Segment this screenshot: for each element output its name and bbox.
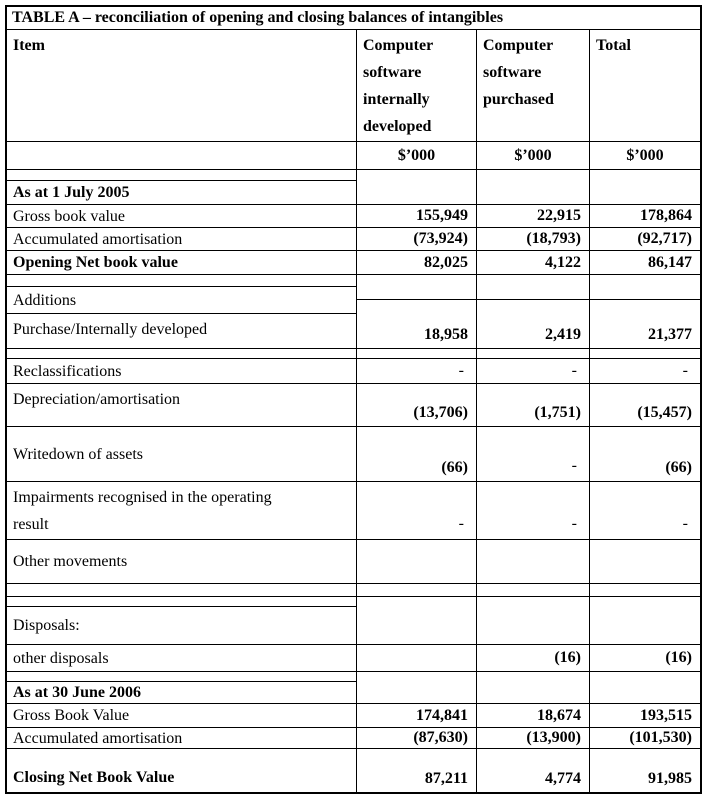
value-writedown-purchased: - [477, 427, 589, 482]
value-other-disposals-total: (16) [590, 645, 700, 672]
header-item: Item [7, 30, 356, 142]
spacer-cell [357, 170, 476, 205]
column-item [7, 30, 357, 792]
spacer-cell [590, 540, 700, 584]
value-impairments-purchased: - [477, 482, 589, 540]
value-closing-nbv-total: 91,985 [648, 770, 692, 787]
spacer-cell [477, 540, 589, 584]
value-gross-2005-purchased: 22,915 [477, 205, 589, 228]
value-opening-nbv-internal: 82,025 [357, 251, 476, 275]
spacer-cell [7, 142, 356, 170]
spacer-cell [477, 597, 589, 645]
value-closing-nbv-purchased: 4,774 [545, 770, 581, 787]
label-reclassifications: Reclassifications [7, 359, 356, 384]
spacer-cell [590, 672, 700, 704]
label-disposals: Disposals: [7, 607, 356, 645]
spacer-cell [7, 597, 356, 607]
value-gross-2005-internal: 155,949 [357, 205, 476, 228]
label-other-movements: Other movements [7, 540, 356, 584]
label-impairments: Impairments recognised in the operating result [7, 482, 356, 540]
spacer-cell [590, 584, 700, 597]
spacer-cell [357, 349, 476, 359]
value-opening-nbv-purchased: 4,122 [477, 251, 589, 275]
table-grid [7, 30, 700, 792]
value-accum-2005-total: (92,717) [590, 228, 700, 251]
header-total: Total [590, 30, 700, 142]
section-heading-as-at-30-june-2006: As at 30 June 2006 [7, 682, 356, 704]
value-accum-2005-purchased: (18,793) [477, 228, 589, 251]
label-other-disposals: other disposals [7, 645, 356, 672]
value-impairments-internal: - [357, 482, 476, 540]
table-title: TABLE A – reconciliation of opening and closing balances of intangibles [7, 7, 700, 30]
value-accum-2006-internal: (87,630) [357, 728, 476, 749]
spacer-cell [7, 584, 356, 597]
spacer-cell [357, 275, 476, 300]
value-gross-2006-total: 193,515 [590, 704, 700, 728]
label-purchase-internally-developed: Purchase/Internally developed [7, 314, 356, 349]
value-impairments-total: - [590, 482, 700, 540]
value-other-disposals-purchased: (16) [477, 645, 589, 672]
label-gross-book-value-2005: Gross book value [7, 205, 356, 228]
value-reclassifications-purchased: - [477, 359, 589, 384]
value-reclassifications-total: - [590, 359, 700, 384]
value-accum-2005-internal: (73,924) [357, 228, 476, 251]
value-purchase-purchased: 2,419 [477, 300, 589, 349]
value-depreciation-total: (15,457) [590, 384, 700, 427]
value-purchase-total: 21,377 [590, 300, 700, 349]
spacer-cell [7, 349, 356, 359]
label-closing-net-book-value: Closing Net Book Value [13, 769, 175, 786]
spacer-cell [477, 349, 589, 359]
value-writedown-total: (66) [590, 427, 700, 482]
label-gross-book-value-2006: Gross Book Value [7, 704, 356, 728]
value-depreciation-internal: (13,706) [357, 384, 476, 427]
spacer-cell [7, 275, 356, 287]
spacer-cell [357, 584, 476, 597]
unit-total: $’000 [590, 142, 700, 170]
spacer-cell [590, 597, 700, 645]
column-purchased [477, 30, 590, 792]
spacer-cell [590, 349, 700, 359]
header-purchased: Computer software purchased [477, 30, 589, 142]
spacer-cell [590, 275, 700, 300]
spacer-cell [477, 275, 589, 300]
label-additions: Additions [7, 287, 356, 314]
value-gross-2006-internal: 174,841 [357, 704, 476, 728]
column-total [590, 30, 700, 792]
spacer-cell [357, 597, 476, 645]
spacer-cell [477, 170, 589, 205]
spacer-cell [7, 170, 356, 181]
spacer-cell [7, 672, 356, 682]
value-purchase-internal: 18,958 [357, 300, 476, 349]
spacer-cell [477, 584, 589, 597]
label-accumulated-amortisation-2006: Accumulated amortisation [7, 728, 356, 749]
column-internally-developed [357, 30, 477, 792]
label-depreciation-amortisation: Depreciation/amortisation [7, 384, 356, 427]
value-opening-nbv-total: 86,147 [590, 251, 700, 275]
spacer-cell [477, 672, 589, 704]
section-heading-as-at-1-july-2005: As at 1 July 2005 [7, 181, 356, 205]
label-writedown-of-assets: Writedown of assets [7, 427, 356, 482]
value-writedown-internal: (66) [357, 427, 476, 482]
value-gross-2006-purchased: 18,674 [477, 704, 589, 728]
value-accum-2006-purchased: (13,900) [477, 728, 589, 749]
value-gross-2005-total: 178,864 [590, 205, 700, 228]
intangibles-reconciliation-table [5, 5, 702, 794]
label-accumulated-amortisation-2005: Accumulated amortisation [7, 228, 356, 251]
value-reclassifications-internal: - [357, 359, 476, 384]
spacer-cell [590, 170, 700, 205]
unit-purchased: $’000 [477, 142, 589, 170]
value-other-disposals-internal [357, 645, 476, 672]
value-accum-2006-total: (101,530) [590, 728, 700, 749]
spacer-cell [357, 672, 476, 704]
header-internally-developed: Computer software internally developed [357, 30, 476, 142]
label-opening-net-book-value: Opening Net book value [7, 251, 356, 275]
unit-internally-developed: $’000 [357, 142, 476, 170]
spacer-cell [357, 540, 476, 584]
value-closing-nbv-internal: 87,211 [424, 770, 468, 787]
value-depreciation-purchased: (1,751) [477, 384, 589, 427]
